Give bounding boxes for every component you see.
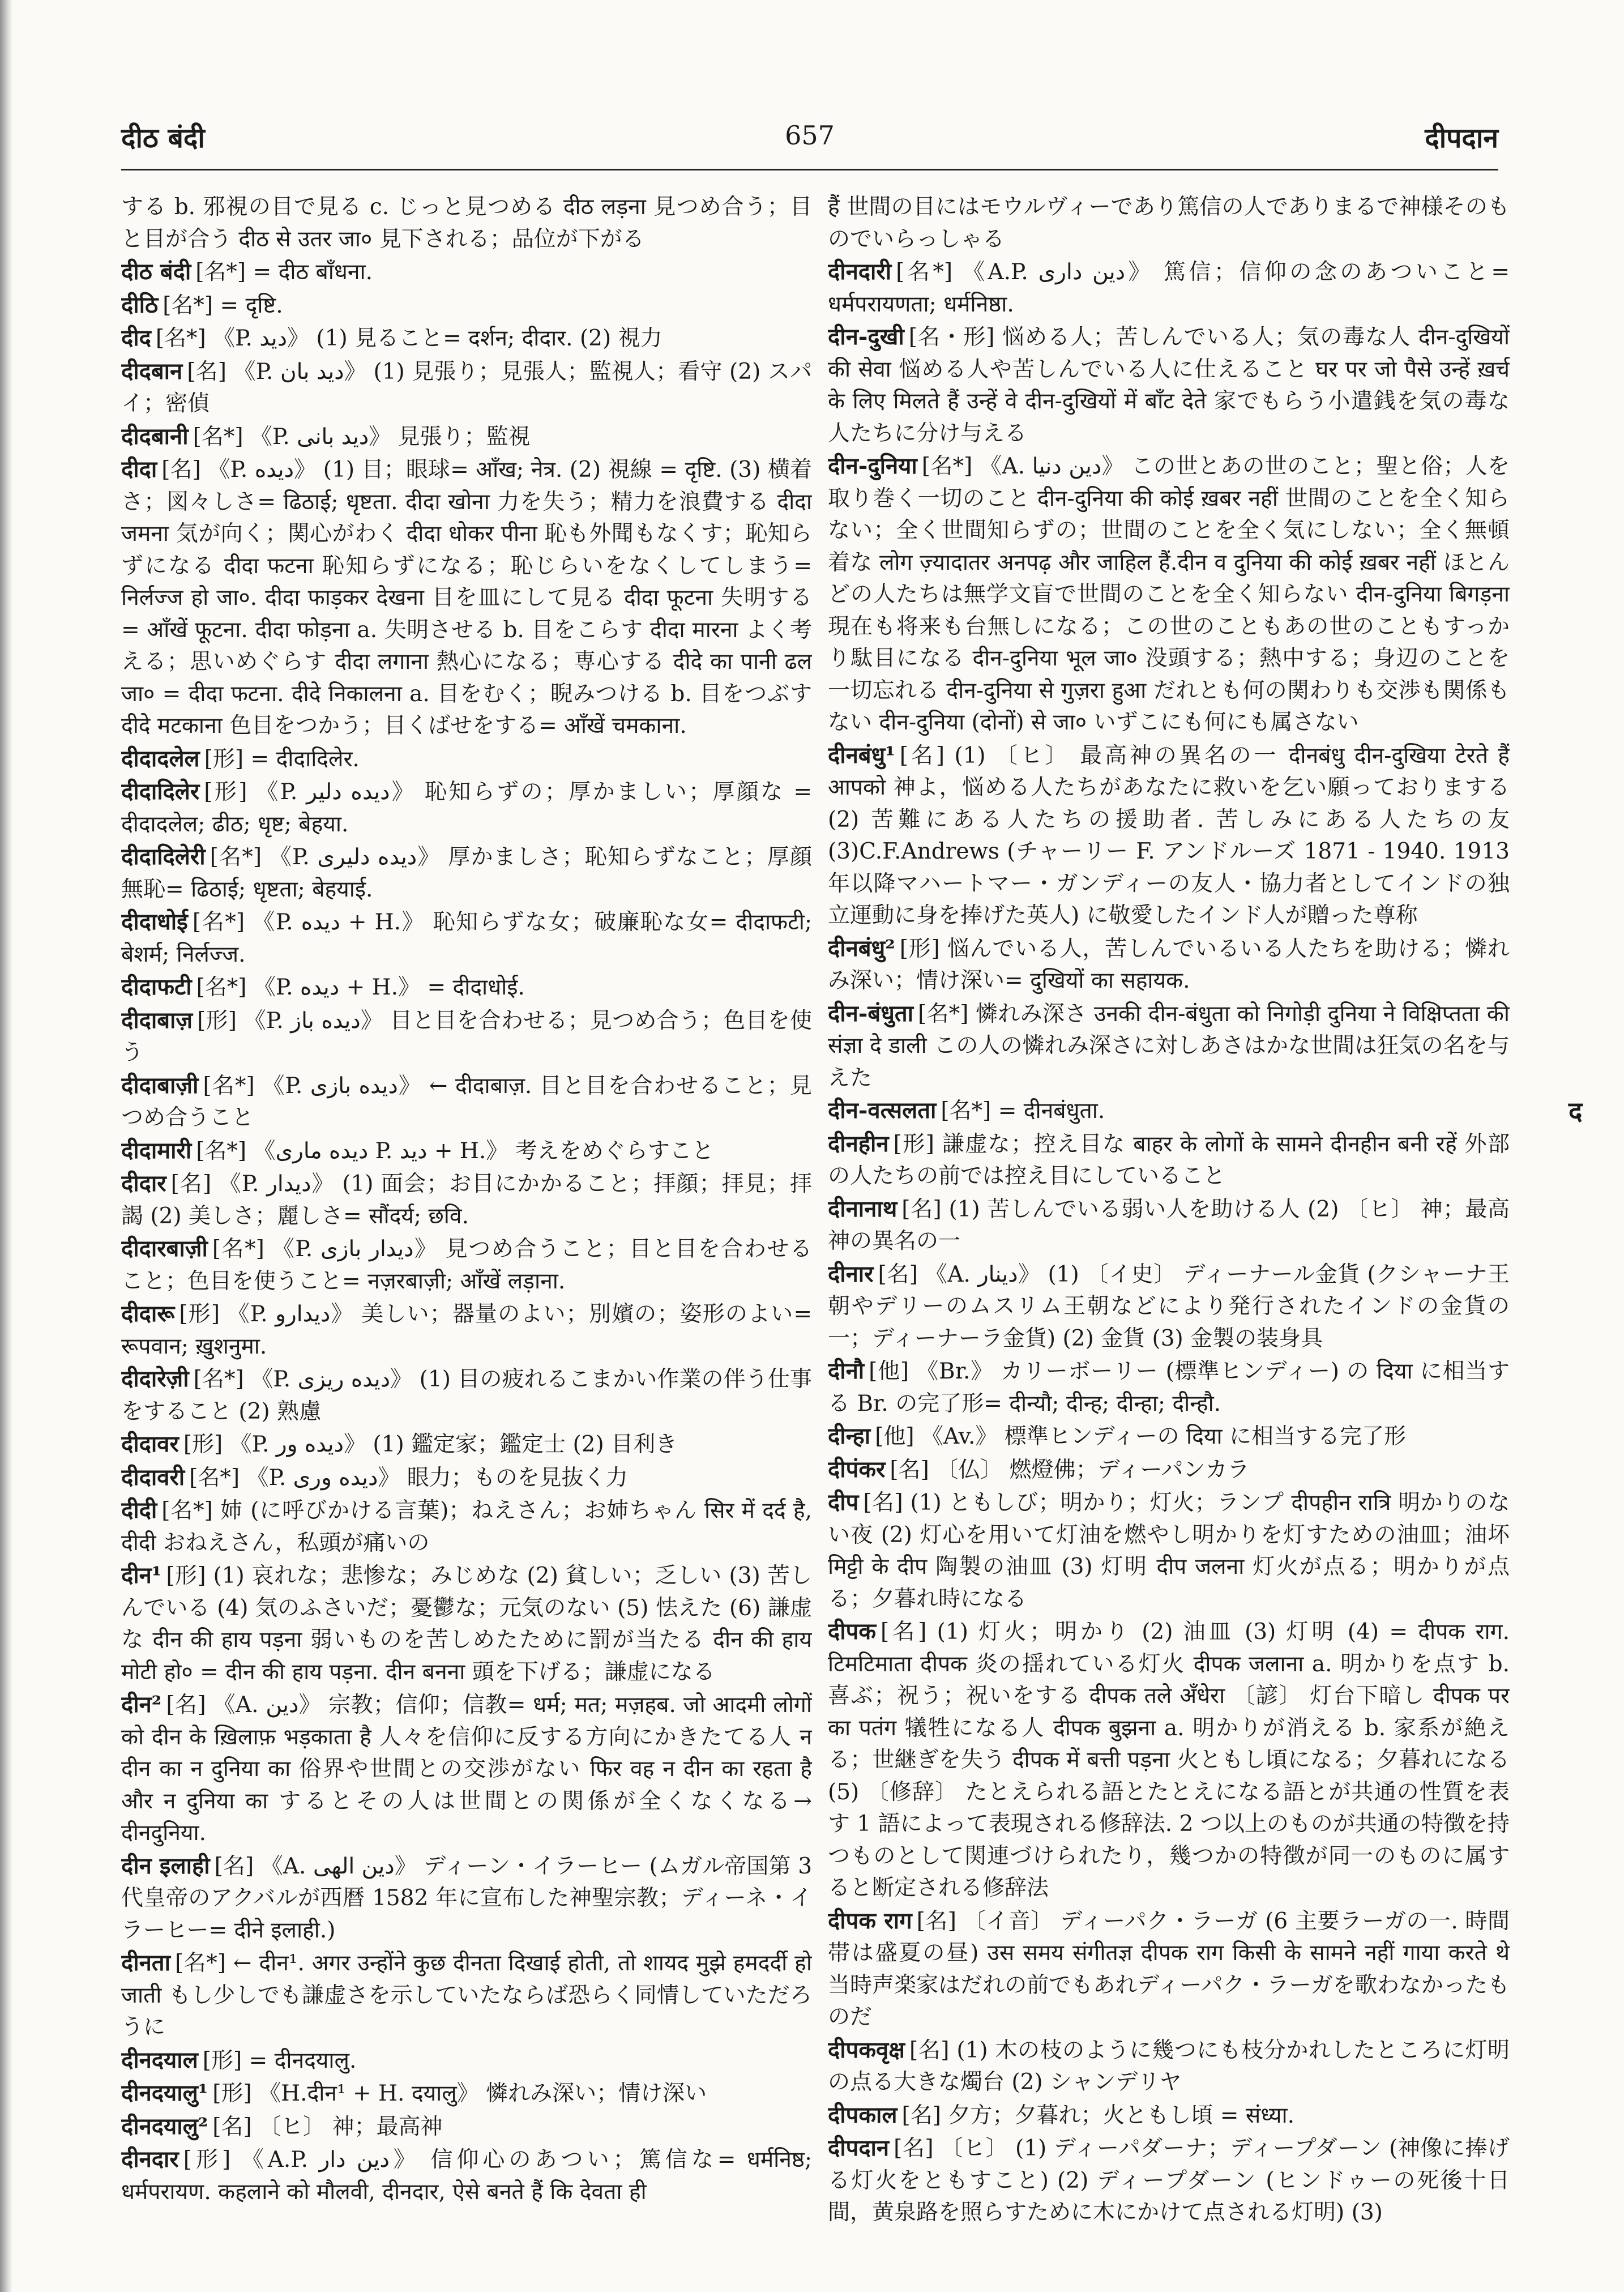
entry-headword: दीनौ: [828, 1358, 865, 1384]
entry-headword: दीप: [828, 1489, 859, 1516]
entry-headword: दीपकाल: [828, 2101, 898, 2128]
dictionary-entry: [828, 1258, 1510, 1355]
entry-definition: [名*] 《A.P. دین داری》 篤信；信仰の念のあついこと= धर्मपरायणता; धर्मनिष्ठा.: [828, 259, 1510, 317]
entry-headword: दीनदयालु¹: [121, 2080, 208, 2106]
dictionary-entry: [121, 454, 812, 742]
entry-definition: [形] (1) 哀れな；悲惨な；みじめな (2) 貧しい；乏しい (3) 苦しんでいる (4) 気のふさいだ；憂鬱な；元気のない (5) 怯えた (6) 謙虚な दीन की हाय पड़ना 弱いものを苦しめたために罰が当たる दीन की हाय मोटी हो० = दीन की हाय पड़ना. दीन बनना 頭を下げる；謙虚になる: [121, 1563, 812, 1685]
dictionary-entry: [828, 1095, 1510, 1128]
dictionary-entry: [121, 421, 812, 454]
dictionary-entry: [828, 321, 1510, 450]
entry-definition: [名*] 《P. دیده بازی》 ← दीदाबाज़. 目と目を合わせること；見つめ合うこと: [121, 1073, 812, 1130]
entry-headword: दीन-दुखी: [828, 323, 904, 350]
entry-definition: [名] (1) 苦しんでいる弱い人を助ける人 (2) 〔ヒ〕 神；最高神の異名の一: [828, 1196, 1510, 1254]
entry-definition: [名] 夕方；夕暮れ；火ともし頃 = संध्या.: [901, 2102, 1294, 2128]
entry-definition: [名*] 《P. دیده ریزی》 (1) 目の疲れるこまかい作業の伴う仕事をすること (2) 熟慮: [121, 1367, 812, 1424]
dictionary-entry: [121, 1005, 812, 1069]
entry-headword: दीदाधोई: [121, 908, 188, 935]
entry-definition: [形] = दीदादिलेर.: [204, 746, 360, 772]
dictionary-entry: [828, 1616, 1510, 1905]
left-guide-word: दीठ बंदी: [121, 122, 205, 154]
entry-definition: [形] 《P. دیدارو》 美しい；器量のよい；別嬪の；姿形のよい= रूपवान; ख़ुशनुमा.: [121, 1301, 812, 1359]
entry-definition: [形] 《P. دیده ور》 (1) 鑑定家；鑑定士 (2) 目利き: [183, 1432, 678, 1457]
entry-headword: दीदारेज़ी: [121, 1365, 189, 1392]
entry-headword: दीन इलाही: [121, 1852, 210, 1879]
entry-definition: [形] 謙虚な；控え目な बाहर के लोगों के सामने दीनहीन बनी रहें 外部の人たちの前では控え目にしていること: [828, 1131, 1510, 1189]
entry-headword: दीनता: [121, 1949, 170, 1976]
page-header: [121, 119, 1498, 164]
entry-definition: [名*] 《A. دین دنیا》 この世とあの世のこと；聖と俗；人を取り巻く一切のこと दीन-दुनिया की कोई ख़बर नहीं 世間のことを全く知らない；全く世間知らずの；世間のことを全く気にしない；全く無頓着な लोग ज़्यादातर अनपढ़ और जाहिल हैं.दीन व दुनिया की कोई ख़बर नहीं ほとんどの人たちは無学文盲で世間のことを全く知らない दीन-दुनिया बिगड़ना 現在も将来も台無しになる；この世のこともあの世のこともすっかり駄目になる दीन-दुनिया भूल जा० 没頭する；熱中する；身辺のことを一切忘れる दीन-दुनिया से गुज़रा हुआ だれとも何の関わりも交渉も関係もない दीन-दुनिया (दोनों) से जा० いずこにも何にも属さない: [828, 454, 1510, 735]
entry-definition: [名*] 《دیده ماری P. دید + H.》 考えをめぐらすこと: [196, 1138, 714, 1164]
dictionary-entry: [828, 2034, 1510, 2099]
entry-headword: दीनबंधु²: [828, 934, 895, 962]
dictionary-entry: [121, 1168, 812, 1232]
dictionary-entry: [121, 776, 812, 840]
entry-headword: दीदार: [121, 1170, 166, 1197]
entry-headword: दीन्हा: [828, 1423, 871, 1449]
entry-headword: दीदाफटी: [121, 974, 192, 1000]
entry-definition: [名] (1) 木の枝のように幾つにも枝分かれしたところに灯明の点る大きな燭台 (2) シャンデリヤ: [828, 2037, 1510, 2095]
entry-headword: दीनानाथ: [828, 1195, 898, 1222]
entry-headword: दीनदार: [121, 2146, 179, 2173]
entry-headword: दीदारू: [121, 1300, 175, 1327]
entry-definition: [形] 悩んでいる人，苦しんでいるいる人たちを助ける；憐れみ深い；情け深い= दुखियों का सहायक.: [828, 936, 1510, 993]
entry-headword: दीनबंधु¹: [828, 741, 895, 769]
dictionary-entry: [828, 1454, 1510, 1487]
entry-headword: दीदावर: [121, 1431, 179, 1457]
dictionary-entry: [828, 2099, 1510, 2132]
entry-headword: दीनहीन: [828, 1130, 889, 1157]
entry-definition: [形] 《A.P. دین دار》 信仰心のあつい；篤信な= धर्मनिष्ठ; धर्मपरायण. कहलाने को मौलवी, दीनदार, ऐसे बनते हैं कि देवता ही: [121, 2147, 812, 2205]
entry-definition: [名] (1) 〔ヒ〕 最高神の異名の一 दीनबंधु दीन-दुखिया टेरते हैं आपको 神よ，悩める人たちがあなたに救いを乞い願っておりまする (2) 苦難にある人たちの援助者. 苦しみにある人たちの友 (3)C.F.Andrews (チャーリー F. アンドルーズ 1871 - 1940. 1913 年以降マハートマー・ガンディーの友人・協力者としてインドの独立運動に身を捧げた英人) に敬愛したインド人が贈った尊称: [828, 742, 1510, 928]
entry-definition: [名*] 《P. دید بانی》 見張り；監視: [193, 424, 531, 450]
entry-definition: [名*] 《P. دیده وری》 眼力；ものを見抜く力: [189, 1465, 628, 1491]
entry-definition: [名*] 姉 (に呼びかける言葉)；ねえさん；お姉ちゃん सिर में दर्द है, दीदी おねえさん，私頭が痛いの: [121, 1498, 812, 1556]
dictionary-entry: [121, 1070, 812, 1134]
dictionary-entry: [828, 2132, 1510, 2229]
entry-headword: दीपदान: [828, 2135, 890, 2161]
entry-headword: दीदा: [121, 456, 157, 483]
entry-definition: [名] 《P. دیدار》 (1) 面会；お目にかかること；拝顔；拝見；拝謁 (2) 美しさ；麗しさ= सौंदर्य; छवि.: [121, 1171, 812, 1229]
entry-headword: दीपंकर: [828, 1456, 886, 1483]
entry-headword: दीनार: [828, 1260, 874, 1287]
entry-headword: दीदाबाज़ी: [121, 1072, 199, 1099]
thumb-index-letter: द: [1569, 1096, 1583, 1126]
entry-definition: [名] 《A. دینار》 (1) 〔イ史〕 ディーナール金貨 (クシャーナ王朝やデリーのムスリム王朝などにより発行されたインドの金貨の一；ディーナーラ金貨) (2) 金貨 (3) 金製の装身具: [828, 1261, 1510, 1351]
entry-definition: [名] 〔ヒ〕 (1) ディーパダーナ；ディープダーン (神像に捧げる灯火をともすこと) (2) ディープダーン (ヒンドゥーの死後十日間，黄泉路を照らすために木にかけて点される灯明) (3): [828, 2136, 1510, 2225]
dictionary-entry: [121, 356, 812, 420]
dictionary-entry: [121, 841, 812, 906]
entry-definition: [名] 《P. دیده》 (1) 目；眼球= आँख; नेत्र. (2) 視線 = दृष्टि. (3) 横着さ；図々しさ= ढिठाई; धृष्टता. दीदा खोना 力を失う；精力を浪費する दीदा जमना 気が向く；関心がわく दीदा धोकर पीना 恥も外聞もなくす；恥知らずになる दीदा फटना 恥知らずになる；恥じらいをなくしてしまう= निर्लज्ज हो जा०. दीदा फाड़कर देखना 目を皿にして見る दीदा फूटना 失明する= आँखें फूटना. दीदा फोड़ना a. 失明させる b. 目をこらす दीदा मारना よく考える；思いめぐらす दीदा लगाना 熱心になる；専心する दीदे का पानी ढल जा० = दीदा फटना. दीदे निकालना a. 目をむく；睨みつける b. 目をつぶす दीदे मटकाना 色目をつかう；目くばせをする= आँखें चमकाना.: [121, 457, 812, 739]
dictionary-entry: [828, 1420, 1510, 1453]
dictionary-entry: [121, 1947, 812, 2044]
dictionary-entry: [121, 2077, 812, 2110]
entry-headword: दीन-बंधुता: [828, 1000, 914, 1027]
entry-headword: दीठ बंदी: [121, 258, 191, 285]
entry-headword: दीपक राग: [828, 1907, 912, 1934]
dictionary-entry: [828, 191, 1510, 255]
dictionary-entry: [121, 1298, 812, 1363]
entry-definition: [形] 《H.दीन¹ + H. दयालु》 憐れみ深い；情け深い: [212, 2081, 707, 2106]
dictionary-entry: [121, 2045, 812, 2077]
entry-headword: दीदादिलेर: [121, 778, 200, 805]
entry-definition: [名*] = दीनबंधुता.: [941, 1098, 1105, 1124]
dictionary-entry: [121, 971, 812, 1004]
right-column: [828, 191, 1510, 2253]
left-column: [121, 191, 812, 2253]
dictionary-entry: [121, 191, 812, 255]
dictionary-entry: [121, 289, 812, 322]
entry-headword: दीद: [121, 325, 151, 351]
dictionary-entry: [828, 1193, 1510, 1258]
entry-headword: दीदी: [121, 1497, 157, 1523]
dictionary-entry: [121, 2111, 812, 2144]
entry-definition: する b. 邪視の目で見る c. じっと見つめる दीठ लड़ना 見つめ合う；目と目が合う दीठ से उतर जा० 見下される；品位が下がる: [121, 194, 812, 252]
dictionary-entry: [828, 450, 1510, 739]
entry-definition: [名*] 憐れみ深さ उनकी दीन-बंधुता को निगोड़ी दुनिया ने विक्षिप्तता की संज्ञा दे डाली この人の憐れみ深さに対しあさはかな世間は狂気の名を与えた: [828, 1001, 1510, 1091]
dictionary-entry: [828, 1905, 1510, 2034]
entry-definition: [他] 《Br.》 カリーボーリー (標準ヒンディー) の दिया に相当する Br. の完了形= दीन्यौ; दीन्ह; दीन्हा; दीन्हौ.: [828, 1359, 1510, 1416]
entry-headword: दीन-दुनिया: [828, 453, 917, 479]
entry-definition: [名] 〔ヒ〕 神；最高神: [212, 2114, 443, 2140]
dictionary-entry: [121, 1495, 812, 1559]
entry-headword: दीन²: [121, 1691, 162, 1718]
entry-headword: दीदामारी: [121, 1137, 192, 1164]
dictionary-entry: [121, 256, 812, 289]
page-number: 657: [785, 120, 835, 151]
header-rule: [121, 169, 1498, 170]
dictionary-entry: [121, 1135, 812, 1168]
dictionary-entry: [121, 2144, 812, 2208]
entry-definition: [名] 〔イ音〕 ディーパク・ラーガ (6 主要ラーガの一. 時間帯は盛夏の昼) उस समय संगीतज्ञ दीपक राग किसी के सामने नहीं गाया करते थे 当時声楽家はだれの前でもあれディーパク・ラーガを歌わなかったものだ: [828, 1908, 1510, 2030]
entry-definition: [名] (1) ともしび；明かり；灯火；ランプ दीपहीन रात्रि 明かりのない夜 (2) 灯心を用いて灯油を燃やし明かりを灯すための油皿；油坏 मिट्टी के दीप 陶製の油皿 (3) 灯明 दीप जलना 灯火が点る；明かりが点る；夕暮れ時になる: [828, 1490, 1510, 1612]
entry-definition: [形] 《P. دیده دلیر》 恥知らずの；厚かましい；厚顔な = दीदादलेल; ढीठ; धृष्ट; बेहया.: [121, 779, 812, 837]
entry-definition: [名*] = दीठ बाँधना.: [195, 259, 373, 285]
entry-headword: दीपकवृक्ष: [828, 2036, 905, 2063]
dictionary-entry: [121, 1363, 812, 1428]
dictionary-entry: [121, 1462, 812, 1495]
entry-headword: दीनदारी: [828, 258, 892, 285]
dictionary-entry: [121, 1560, 812, 1688]
right-guide-word: दीपदान: [1425, 122, 1498, 154]
entry-definition: [名] 《A. دین الهی》 ディーン・イラーヒー (ムガル帝国第 3 代皇帝のアクバルが西暦 1582 年に宣布した神聖宗教；ディーネ・イラーヒー= दीने इलाही.): [121, 1853, 812, 1943]
entry-definition: [名*] 《P. دیده + H.》 恥知らずな女；破廉恥な女= दीदाफटी; बेशर्म; निर्लज्ज.: [121, 910, 812, 967]
entry-definition: [名*] = दृष्टि.: [163, 292, 283, 318]
entry-headword: दीदादिलेरी: [121, 843, 206, 870]
entry-headword: दीदारबाज़ी: [121, 1235, 208, 1262]
dictionary-entry: [828, 256, 1510, 321]
entry-headword: दीनदयालु²: [121, 2112, 208, 2140]
entry-definition: [他] 《Av.》 標準ヒンディーの दिया に相当する完了形: [875, 1424, 1406, 1449]
dictionary-entry: [121, 906, 812, 971]
dictionary-entry: [828, 1128, 1510, 1193]
entry-definition: [形] 《P. دیده باز》 目と目を合わせる；見つめ合う；色目を使う: [121, 1008, 812, 1065]
dictionary-entry: [121, 1689, 812, 1850]
dictionary-entry: [121, 1233, 812, 1297]
entry-definition: [形] = दीनदयालु.: [202, 2047, 357, 2073]
dictionary-entry: [121, 322, 812, 355]
dictionary-entry: [828, 1487, 1510, 1615]
entry-definition: [名] 《A. دین》 宗教；信仰；信教= धर्म; मत; मज़हब. जो आदमी लोगों को दीन के ख़िलाफ़ भड़काता है 人々を信仰に反する方向にかきたてる人 न दीन का न दुनिया का 俗界や世間との交渉がない फिर वह न दीन का रहता है और न दुनिया का するとその人は世間との関係が全くなくなる→ दीनदुनिया.: [121, 1692, 812, 1846]
entry-headword: दीदावरी: [121, 1463, 185, 1491]
page-binding-edge: [0, 0, 12, 2292]
dictionary-entry: [828, 1355, 1510, 1420]
dictionary-entry: [121, 743, 812, 776]
entry-definition: [名*] 《P. دیده دلیری》 厚かましさ；恥知らずなこと；厚顔無恥= ढिठाई; धृष्टता; बेहयाई.: [121, 844, 812, 902]
entry-headword: दीदबानी: [121, 422, 189, 450]
entry-definition: [名*] 《P. دیدار بازی》 見つめ合うこと；目と目を合わせること；色目を使うこと= नज़रबाज़ी; आँखें लड़ाना.: [121, 1236, 812, 1294]
dictionary-entry: [121, 1850, 812, 1947]
entry-definition: [名] (1) 灯火；明かり (2) 油皿 (3) 灯明 (4) = दीपक राग. टिमटिमाता दीपक 炎の揺れている灯火 दीपक जलाना a. 明かりを点す b. 喜ぶ；祝う；祝いをする दीपक तले अँधेरा 〔諺〕 灯台下暗し दीपक पर का पतंग 犠牲になる人 दीपक बुझना a. 明かりが消える b. 家系が絶える；世継ぎを失う दीपक में बत्ती पड़ना 火ともし頃になる；夕暮れになる (5) 〔修辞〕 たとえられる語とたとえになる語とが共通の性質を表す 1 語によって表現される修辞法. 2 つ以上のものが共通の特徴を持つものとして関連づけられたり，幾つかの特徴が同一のものに属すると断定される修辞法: [828, 1619, 1510, 1901]
dictionary-entry: [828, 740, 1510, 932]
entry-headword: दीठि: [121, 291, 159, 318]
entry-definition: हैं 世間の目にはモウルヴィーであり篤信の人でありまるで神様そのものでいらっしゃる: [828, 194, 1510, 252]
entry-headword: दीदबान: [121, 357, 183, 385]
entry-headword: दीनदयाल: [121, 2046, 198, 2073]
entry-definition: [名] 《P. دید بان》 (1) 見張り；見張人；監視人；看守 (2) スパイ；密偵: [121, 358, 812, 416]
dictionary-entry: [828, 933, 1510, 997]
dictionary-entry: [121, 1428, 812, 1461]
entry-definition: [名*] 《P. دید》 (1) 見ること= दर्शन; दीदार. (2) 視力: [155, 326, 663, 351]
entry-definition: [名*] ← दीन¹. अगर उन्होंने कुछ दीनता दिखाई होती, तो शायद मुझे हमदर्दी हो जाती もし少しでも謙虚さを示していたならば恐らく同情していただろうに: [121, 1950, 812, 2040]
entry-headword: दीदादलेल: [121, 745, 200, 772]
entry-headword: दीन¹: [121, 1562, 162, 1589]
entry-definition: [名・形] 悩める人；苦しんでいる人；気の毒な人 दीन-दुखियों की सेवा 悩める人や苦しんでいる人に仕えること घर पर जो पैसे उन्हें ख़र्च के लिए मिलते हैं उन्हें वे दीन-दुखियों में बाँट देते 家でもらう小遣銭を気の毒な人たちに分け与える: [828, 325, 1510, 446]
entry-headword: दीपक: [828, 1618, 877, 1645]
entry-definition: [名] 〔仏〕 燃燈佛；ディーパンカラ: [890, 1457, 1250, 1483]
entry-headword: दीदाबाज़: [121, 1006, 193, 1034]
dictionary-entry: [828, 998, 1510, 1095]
entry-headword: दीन-वत्सलता: [828, 1097, 937, 1124]
entry-definition: [名*] 《P. دیده + H.》 = दीदाधोई.: [196, 975, 525, 1000]
